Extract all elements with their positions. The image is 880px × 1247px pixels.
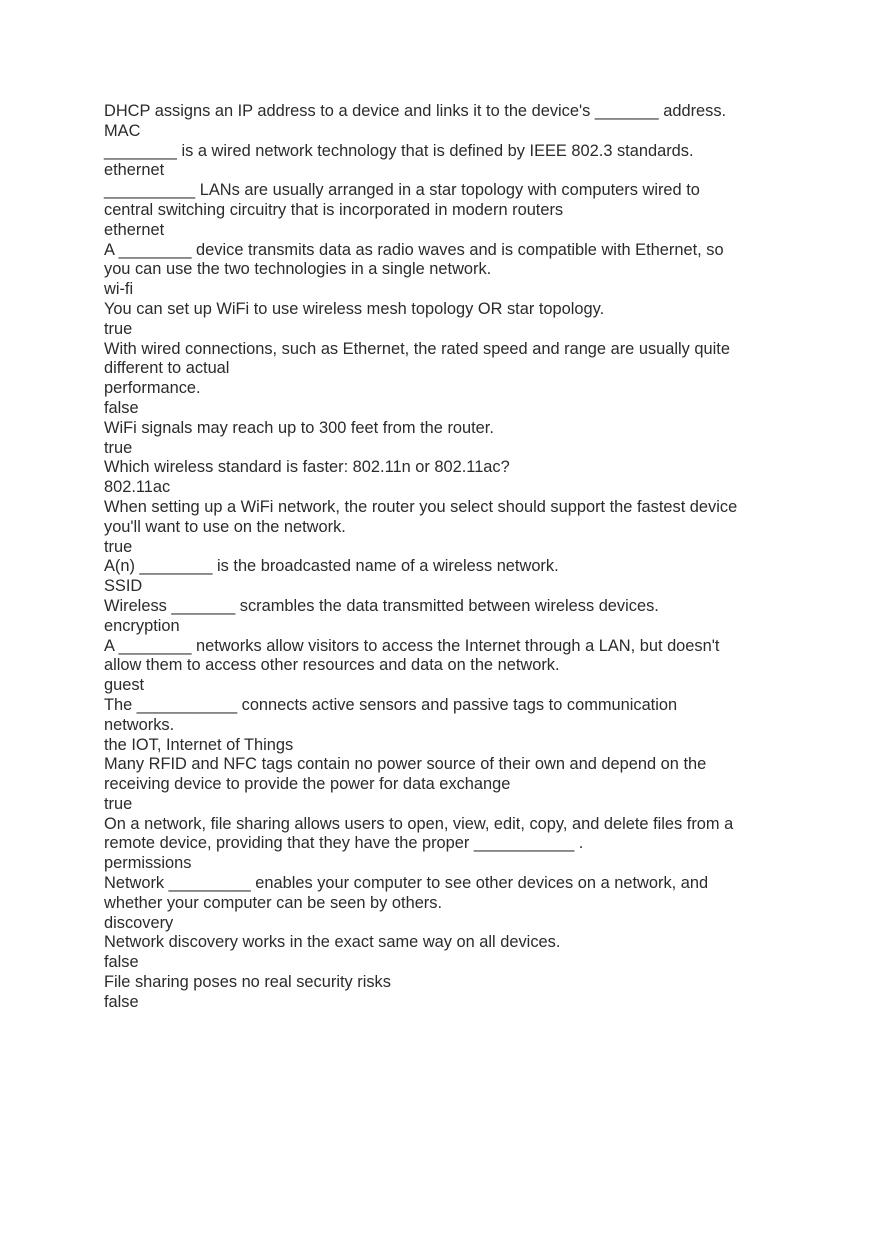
- document-body: [104, 102, 784, 1013]
- text-line: Wireless _______ scrambles the data transmitted between wireless devices.: [104, 596, 659, 615]
- text-line: you'll want to use on the network.: [104, 517, 346, 536]
- text-line: whether your computer can be seen by others.: [104, 893, 443, 912]
- text-line: __________ LANs are usually arranged in a star topology with computers wired to: [104, 181, 700, 200]
- text-line: central switching circuitry that is incorporated in modern routers: [104, 200, 564, 219]
- text-line: Many RFID and NFC tags contain no power source of their own and depend on the: [104, 755, 707, 774]
- text-line: Network _________ enables your computer to see other devices on a network, and: [104, 874, 709, 893]
- text-line: DHCP assigns an IP address to a device and links it to the device's _______ address.: [104, 102, 727, 120]
- text-line: receiving device to provide the power for data exchange: [104, 775, 511, 794]
- text-line: the IOT, Internet of Things: [104, 735, 294, 754]
- text-line: A(n) ________ is the broadcasted name of a wireless network.: [104, 557, 559, 576]
- text-line: different to actual: [104, 359, 230, 378]
- text-line: When setting up a WiFi network, the router you select should support the fastest device: [104, 497, 738, 516]
- text-line: true: [104, 319, 133, 338]
- text-line: A ________ networks allow visitors to access the Internet through a LAN, but doesn't: [104, 636, 720, 655]
- text-line: discovery: [104, 913, 174, 932]
- text-line: A ________ device transmits data as radio waves and is compatible with Ethernet, so: [104, 240, 724, 259]
- text-line: Network discovery works in the exact same way on all devices.: [104, 933, 561, 952]
- text-line: permissions: [104, 854, 192, 873]
- text-line: networks.: [104, 715, 175, 734]
- text-line: false: [104, 953, 139, 972]
- text-line: Which wireless standard is faster: 802.11n or 802.11ac?: [104, 458, 510, 477]
- text-line: MAC: [104, 121, 141, 140]
- text-line: remote device, providing that they have the proper ___________ .: [104, 834, 584, 853]
- text-line: true: [104, 537, 133, 556]
- text-line: WiFi signals may reach up to 300 feet from the router.: [104, 418, 494, 437]
- text-line: SSID: [104, 577, 143, 596]
- text-line: you can use the two technologies in a single network.: [104, 260, 492, 279]
- text-line: ________ is a wired network technology that is defined by IEEE 802.3 standards.: [104, 141, 694, 160]
- text-line: The ___________ connects active sensors and passive tags to communication: [104, 695, 678, 714]
- text-line: performance.: [104, 379, 201, 398]
- text-line: wi-fi: [104, 280, 134, 299]
- text-line: false: [104, 398, 139, 417]
- text-line: allow them to access other resources and data on the network.: [104, 656, 560, 675]
- text-line: true: [104, 438, 133, 457]
- text-line: guest: [104, 676, 145, 695]
- text-line: With wired connections, such as Ethernet, the rated speed and range are usually quite: [104, 339, 730, 358]
- text-line: On a network, file sharing allows users to open, view, edit, copy, and delete files from a: [104, 814, 734, 833]
- text-line: You can set up WiFi to use wireless mesh topology OR star topology.: [104, 299, 605, 318]
- text-line: File sharing poses no real security risks: [104, 973, 391, 992]
- text-line: true: [104, 794, 133, 813]
- text-line: ethernet: [104, 161, 165, 180]
- text-line: encryption: [104, 616, 180, 635]
- text-line: 802.11ac: [104, 478, 171, 497]
- text-line: false: [104, 992, 139, 1011]
- text-line: ethernet: [104, 220, 165, 239]
